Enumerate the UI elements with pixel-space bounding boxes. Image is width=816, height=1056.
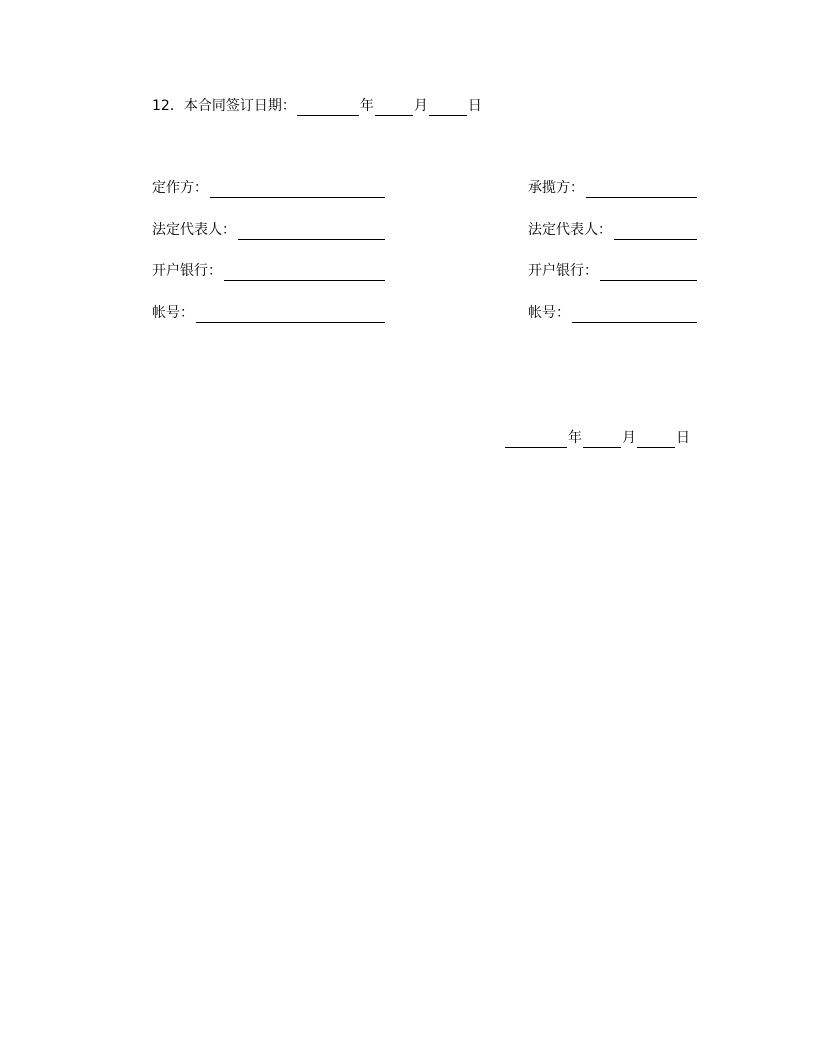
- party-b-name-field[interactable]: [586, 181, 697, 198]
- party-a-account-label: 帐号：: [152, 305, 194, 321]
- party-a-account-line: [152, 303, 385, 323]
- party-b-account-field[interactable]: [572, 306, 697, 323]
- signing-year-label: 年: [359, 98, 374, 114]
- signing-day-blank[interactable]: [429, 99, 467, 116]
- footer-day-label: 日: [676, 430, 690, 446]
- footer-month-blank[interactable]: [583, 431, 621, 448]
- party-a-account-field[interactable]: [196, 306, 385, 323]
- party-a-name-line: [152, 178, 385, 198]
- signing-month-label: 月: [413, 98, 428, 114]
- signing-date-label: 12．本合同签订日期：: [152, 98, 296, 114]
- footer-day-blank[interactable]: [637, 431, 675, 448]
- party-a-name-field[interactable]: [210, 181, 385, 198]
- party-b-account-label: 帐号：: [528, 305, 570, 321]
- party-b-name-label: 承揽方：: [528, 180, 584, 196]
- party-b-name-line: [528, 178, 697, 198]
- footer-date-line: [504, 428, 690, 448]
- party-b-bank-line: [528, 261, 697, 281]
- party-a-rep-line: [152, 220, 385, 240]
- signing-date-line: [152, 96, 482, 116]
- party-b-bank-field[interactable]: [600, 264, 697, 281]
- party-b-rep-label: 法定代表人：: [528, 222, 612, 238]
- signing-day-label: 日: [467, 98, 482, 114]
- party-a-bank-line: [152, 261, 385, 281]
- party-a-bank-field[interactable]: [224, 264, 385, 281]
- signing-year-blank[interactable]: [297, 99, 359, 116]
- party-b-bank-label: 开户银行：: [528, 263, 598, 279]
- footer-year-blank[interactable]: [505, 431, 567, 448]
- footer-month-label: 月: [622, 430, 636, 446]
- party-b-rep-field[interactable]: [614, 223, 697, 240]
- party-a-bank-label: 开户银行：: [152, 263, 222, 279]
- party-b-rep-line: [528, 220, 697, 240]
- party-a-rep-field[interactable]: [238, 223, 385, 240]
- signing-month-blank[interactable]: [375, 99, 413, 116]
- party-b-account-line: [528, 303, 697, 323]
- footer-year-label: 年: [568, 430, 582, 446]
- party-a-name-label: 定作方：: [152, 180, 208, 196]
- party-a-rep-label: 法定代表人：: [152, 222, 236, 238]
